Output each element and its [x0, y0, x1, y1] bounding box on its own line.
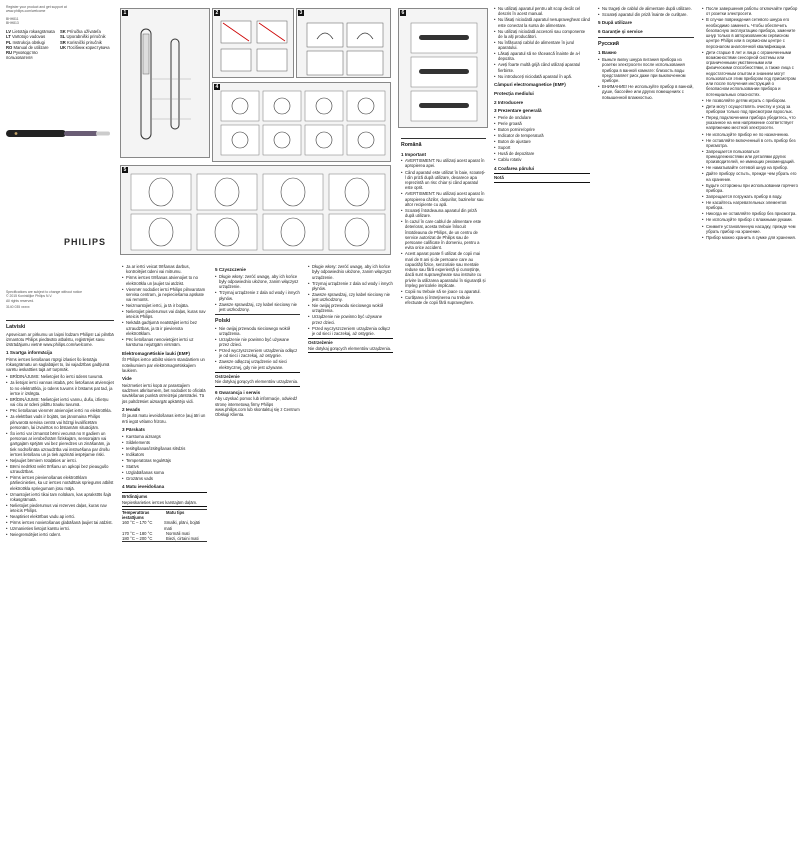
- section-heading: 6 Garanție și service: [598, 29, 643, 35]
- list-item: • Дайте прибору остыть, прежде чем убрать его на хранение.: [702, 171, 798, 182]
- list-item: • В случае повреждения сетевого шнура его необходимо заменить. Чтобы обеспечить безопасную эксплуатацию прибора, замените шнур только в авторизованном сервисном центре Philips или в сервисном центре с персоналом аналогичной квалификации.: [702, 17, 798, 49]
- figure-number: 5: [123, 167, 127, 173]
- warning-box: [308, 338, 393, 353]
- cover-column: [0, 0, 118, 851]
- section-heading: Câmpuri electromagnetice (EMF): [494, 82, 566, 88]
- rights: All rights reserved.: [6, 298, 35, 303]
- hair-curling-steps-drawing: [213, 83, 392, 163]
- list-item: • Прибор можно хранить в сумке для хранения.: [702, 235, 798, 240]
- list-item: • Grozāms vads: [122, 476, 207, 481]
- language-item: LV Lietotāja rokasgrāmata: [6, 29, 55, 34]
- list-item: • Ja ar ierīci veicat tīrīšanas darbus, kontrolējiet ūdeni vai mitrumu.: [122, 264, 207, 275]
- figure-number: 6: [401, 10, 405, 16]
- list-item: • Ieslēgšanas/izslēgšanas slēdzis: [122, 446, 207, 451]
- list-item: • Uzglabāšanas soma: [122, 470, 207, 475]
- spec-note: Specifications are subject to change without notice: [6, 290, 82, 294]
- section-heading: 6 Gwarancja i serwis: [215, 389, 261, 395]
- cover-footer: [6, 290, 114, 309]
- warning-title: Ostrzeżenie: [308, 340, 333, 346]
- list-item: • Długie włosy: zwróć uwagę, aby ich końce były odpowiednio ułożone, zanim włączysz urządzenie.: [308, 264, 393, 280]
- list-item: • AVERTISMENT: Nu utilizați acest aparat în apropierea apei.: [401, 158, 486, 169]
- styling-steps-drawing: [121, 166, 392, 256]
- safety-list: [598, 57, 694, 100]
- language-item: LT Vartotojo vadovas: [6, 34, 46, 40]
- list-item: • Perie groasă: [494, 121, 590, 126]
- table-row: 160 °C – 170 °C Smalki, plāni, bojāti mati: [122, 520, 201, 531]
- list-item: • Nu utilizați niciodată accesorii sau componente de la alți producători.: [494, 29, 590, 40]
- section-heading: 1 Important: [401, 151, 427, 157]
- list-item: • Не оставляйте включенный в сеть прибор без присмотра.: [702, 138, 798, 149]
- list-item: • Przed wyczyszczeniem urządzenia odłącz je od sieci i zaczekaj, aż ostygnie.: [215, 348, 300, 359]
- section-heading: 3 Prezentare generală: [494, 108, 542, 114]
- list-item: • În cazul în care cablul de alimentare este deteriorat, acesta trebuie înlocuit întotdeauna de Philips, de un centru de service autorizat de Philips sau de persoane calificate în domeniu, pentru a evita orice accident.: [401, 219, 486, 251]
- section-title: Latviski: [6, 324, 26, 330]
- figure-5: [120, 165, 391, 255]
- list-item: • Przed wyczyszczeniem urządzenia odłącz je od sieci i zaczekaj, aż ostygnie.: [308, 326, 393, 337]
- language-item: SR Korisnički priručnik: [60, 39, 102, 45]
- list-item: • После завершения работы отключайте прибор от розетки электросети.: [702, 6, 798, 17]
- list-item: • Urządzenie nie powinno być używane przez dzieci.: [308, 314, 393, 325]
- table-row: 180 °C – 200 °C Biezi, cirtaini mati: [122, 536, 199, 542]
- list-item: • Curățarea și întreținerea nu trebuie efectuate de copii fără supraveghere.: [401, 295, 486, 306]
- romanian-column-1: [397, 130, 490, 851]
- section-heading: 5 După utilizare: [598, 20, 632, 26]
- list-item: • Statīvs: [122, 464, 207, 469]
- column-3: [211, 258, 304, 851]
- list-item: • Ja elektības vads ir bojāts, tas jānomaina Philips pilnvarotā servisa centrā vai līdzīgi kvalificētām personām, lai izvairītos no bīstamām situācijām.: [6, 414, 114, 430]
- list-item: • Długie włosy: zwróć uwagę, aby ich końce były odpowiednio ułożone, zanim włączysz urządzenie.: [215, 274, 300, 290]
- romanian-column-3: [594, 0, 698, 851]
- figure-2: [212, 8, 294, 78]
- list-item: • Lăsați aparatul să se răcească înainte de a-l depozita.: [494, 51, 590, 62]
- brand-logo: PHILIPS: [64, 237, 107, 247]
- list-item: • Suport: [494, 145, 590, 150]
- section-heading: 1 Важно: [598, 50, 617, 56]
- intro-text: Apsveicam ar pirkumu un laipni lūdzam Philips! Lai pilnībā izmantotu Philips piedāvāto atbalstu, reģistrējiet savu izstrādājumu vietnē www.philips.com/welcome.: [6, 331, 114, 347]
- list-item: • Izmantojiet ierīci tikai tam nolūkam, kas aprakstīts šajā rokasgrāmatā.: [6, 492, 114, 503]
- list-item: • Не используйте прибор не по назначению.: [702, 132, 798, 137]
- list-item: • Uzmanieties lietojot karstu ierīci.: [6, 526, 114, 531]
- temperature-table: [122, 509, 207, 543]
- list-item: • Sildelements: [122, 440, 207, 445]
- list-item: • Neaptiniet elektrības vadu ap ierīci.: [6, 514, 114, 519]
- list-item: • Trzymaj urządzenie z dala od wody i innych płynów.: [308, 281, 393, 292]
- list-item: • Выньте вилку шнура питания прибора из розетки электросети после использования прибора в ванной комнате: близость воды представляет риск даже при выключенном приборе.: [598, 57, 694, 83]
- list-item: • Perie de ondulare: [494, 115, 590, 120]
- list-item: • Scoateți întotdeauna aparatul din priză după utilizare.: [401, 208, 486, 219]
- section-text: Neizmetiet ierīci kopā ar parastajiem sadzīves atkritumiem, bet nododiet to oficiālā savākšanas punktā otrreizējai pārstrādei. Tā jūs palīdzēsiet aizsargāt apkārtējo vidi.: [122, 382, 206, 404]
- list-item: • Bērni nedrīkst veikt tīrīšanu un apkopi bez pieaugušo uzraudzības.: [6, 464, 114, 475]
- list-item: • Nekādā gadījumā neatstājiet ierīci bez uzraudzības, ja tā ir pievienota elektrotīklam.: [122, 320, 207, 336]
- list-item: • Buton pornire/oprire: [494, 127, 590, 132]
- list-item: • Temperatūras regulētājs: [122, 458, 207, 463]
- warning-box: [215, 372, 300, 387]
- list-item: • Indicator de temperatură: [494, 133, 590, 138]
- safety-list: [122, 264, 207, 348]
- list-item: • Husă de depozitare: [494, 151, 590, 156]
- list-item: • Aveți foarte multă grijă când utilizați aparatul fierbinte.: [494, 62, 590, 73]
- register-url[interactable]: www.philips.com/welcome: [6, 9, 46, 14]
- figure-4: [212, 82, 391, 162]
- list-item: • Перед подключением прибора убедитесь, что указанное на нем напряжение соответствует напряжению местной электросети.: [702, 115, 798, 131]
- language-item: SL Uporabniški priročnik: [60, 34, 106, 40]
- warning-text: Nie dotykaj gorących elementów urządzenia.: [215, 379, 299, 385]
- setting-drawing: [297, 9, 392, 79]
- list-item: • Pirms ierīces novietošanas glabāšanā ļaujiet tai atdzist.: [6, 520, 114, 525]
- overview-list: [122, 434, 207, 482]
- list-item: • Будьте осторожны при использовании горячего прибора.: [702, 183, 798, 194]
- list-item: • Nu lăsați niciodată aparatul nesupravegheat când este conectat la sursa de alimentare.: [494, 17, 590, 28]
- doc-number: 3140 035 xxxxx: [6, 304, 30, 309]
- section-text: Šī jaunā matu ieveidošanas ierīce ļauj ātri un ērti iegūt vēlamo frizūru.: [122, 413, 206, 424]
- register-line: Register your product and get support at: [6, 5, 67, 9]
- list-item: • Neizmantojiet ierīci, ja tā ir bojāta.: [122, 303, 207, 308]
- model-number: BHH811: [6, 16, 19, 21]
- overview-list: [494, 115, 590, 163]
- list-item: • Pirms ierīces pievienošanas elektrotīklam pārliecinieties, ka uz ierīces norādītais spriegums atbilst elektrotīkla spriegumam jūsu mājā.: [6, 475, 114, 491]
- figure-6: [398, 8, 488, 128]
- section-title: Română: [401, 142, 422, 148]
- list-item: • Nie owijaj przewodu sieciowego wokół urządzenia.: [308, 303, 393, 314]
- warning-text: Nepieskarieties ierīces karstajām daļām.: [122, 499, 198, 505]
- list-item: • Zawsze sprawdzaj, czy kabel sieciowy nie jest uszkodzony.: [308, 292, 393, 303]
- list-item: • BRĪDINĀJUMS: Nelietojiet ierīci vannu, dušu, izlietņu vai citu ar ūdeni pildītu trauku tuvumā.: [6, 397, 114, 408]
- safety-list: [401, 158, 486, 305]
- list-item: • Buton de ajustare: [494, 139, 590, 144]
- list-item: • Trzymaj urządzenie z dala od wody i innych płynów.: [215, 290, 300, 301]
- list-item: • Ja lietojat ierīci vannas istabā, pēc lietošanas atvienojiet to no elektrotīkla, jo ūdens tuvums ir bīstams pat tad, ja ierīce ir izslēgta.: [6, 380, 114, 396]
- language-item: PL Instrukcja obsługi: [6, 39, 45, 45]
- list-item: • Vienmēr nododiet ierīci Philips pilnvarotam servisa centram, ja nepieciešama apskate vai remonts.: [122, 287, 207, 303]
- text-list: [598, 6, 694, 17]
- list-item: • Scoateți aparatul din priză înainte de curățare.: [598, 12, 694, 17]
- text-list: [215, 274, 300, 312]
- list-item: • Nu introduceți niciodată aparatul în apă.: [494, 74, 590, 79]
- romanian-column-2: [490, 0, 594, 851]
- list-item: • Nelietojiet piederumus vai rezerves daļas, kuras nav ieteicis Philips.: [6, 503, 114, 514]
- figure-1: [120, 8, 210, 158]
- figure-number: 4: [215, 84, 219, 90]
- section-title: Polski: [215, 318, 231, 325]
- safety-list: [494, 6, 590, 79]
- warning-title: Brīdinājums: [122, 494, 148, 500]
- hair-styler-illustration: [4, 118, 114, 148]
- list-item: • Zawsze sprawdzaj, czy kabel sieciowy nie jest uszkodzony.: [215, 302, 300, 313]
- table-row: 170 °C – 180 °C Normāli mati: [122, 530, 190, 536]
- list-item: • Дети могут осуществлять очистку и уход за прибором только под присмотром взрослых.: [702, 104, 798, 115]
- list-item: • BRĪDINĀJUMS: Nelietojiet šo ierīci ūdens tuvumā.: [6, 374, 114, 379]
- product-overview-drawing: [121, 9, 211, 159]
- section-heading: Vide: [122, 376, 132, 382]
- language-item: UK Посібник користувача: [60, 44, 110, 50]
- latvian-column-2: [118, 258, 211, 851]
- list-item: • Запрещается погружать прибор в воду.: [702, 194, 798, 199]
- figure-3: [296, 8, 391, 78]
- list-item: • Запрещается пользоваться принадлежностями или деталями других производителей, не имеющих рекомендаций.: [702, 149, 798, 165]
- list-item: • Zawsze odłączaj urządzenie od sieci elektrycznej, gdy nie jest używane.: [215, 359, 300, 370]
- section-heading: 4 Coafarea părului: [494, 165, 535, 171]
- section-heading: Elektromagnētiskie lauki (EMF): [122, 350, 190, 356]
- list-item: • Karstuma aizsargs: [122, 434, 207, 439]
- warning-title: Ostrzeżenie: [215, 373, 240, 379]
- figure-number: 1: [123, 10, 127, 16]
- list-item: • Nie owijaj przewodu sieciowego wokół urządzenia.: [215, 326, 300, 337]
- warning-text: Nie dotykaj gorących elementów urządzenia.: [308, 345, 392, 351]
- russian-column: [698, 0, 802, 851]
- section-heading: 4 Matu ieveidošana: [122, 484, 165, 490]
- storage-drawing: [399, 9, 489, 129]
- do-not-symbol-drawing: [213, 9, 295, 79]
- section-heading: 5 Czyszczenie: [215, 267, 246, 272]
- language-list: [6, 29, 114, 61]
- copyright: © 2015 Koninklijke Philips N.V.: [6, 294, 53, 299]
- language-item: SK Príručka užívateľa: [60, 29, 101, 34]
- cover-header: [6, 5, 114, 61]
- list-item: • Urządzenie nie powinno być używane przez dzieci.: [215, 337, 300, 348]
- section-text: Aby uzyskać pomoc lub informacje, odwiedź stronę internetową firmy Philips www.philips.com lub skontaktuj się z Centrum Obsługi Klienta.: [215, 396, 300, 418]
- list-item: • Neļaujiet bērniem rotaļāties ar ierīci.: [6, 458, 114, 463]
- safety-list: [6, 374, 114, 537]
- section-title: Русский: [598, 40, 619, 47]
- list-item: • Pirms ierīces tīrīšanas atvienojiet to no elektrotīkla un ļaujiet tai atdzist.: [122, 275, 207, 286]
- section-heading: 3 Pārskats: [122, 426, 145, 432]
- figure-number: 2: [215, 10, 219, 16]
- latvian-section: [6, 318, 114, 539]
- list-item: • Nu utilizați aparatul pentru alt scop decât cel descris în acest manual.: [494, 6, 590, 17]
- list-item: • Не наматывайте сетевой шнур на прибор.: [702, 165, 798, 170]
- list-item: • Nu trageți de cablul de alimentare după utilizare.: [598, 6, 694, 11]
- list-item: • Снимите установленную насадку, прежде чем убрать прибор на хранение.: [702, 224, 798, 235]
- text-list: [215, 326, 300, 370]
- safety-list: [702, 6, 798, 240]
- language-item: RU Руководство пользователя: [6, 50, 38, 61]
- list-item: • Pēc lietošanas vienmēr atvienojiet ierīci no elektrotīkla.: [6, 408, 114, 413]
- text-list: [308, 264, 393, 336]
- column-4: [304, 258, 397, 851]
- list-item: • Nu înfășurați cablul de alimentare în jurul aparatului.: [494, 40, 590, 51]
- list-item: • Acest aparat poate fi utilizat de copii mai mari de 8 ani și de persoane care au capacități fizice, senzoriale sau mentale reduse sau fără experiență și cunoștințe, dacă sunt supravegheate sau instruite cu privire la utilizarea aparatului în siguranță și înțeleg pericolele implicate.: [401, 251, 486, 288]
- language-item: RO Manual de utilizare: [6, 44, 49, 50]
- list-item: • Indikators: [122, 452, 207, 457]
- section-heading: Protecția mediului: [494, 90, 534, 96]
- section-heading: 1 Svarīga informācija: [6, 350, 53, 356]
- section-heading: 2 Introducere: [494, 99, 524, 105]
- note-box: [494, 173, 590, 183]
- list-item: • Neiegremdējiet ierīci ūdenī.: [6, 532, 114, 537]
- list-item: • ВНИМАНИЕ! Не используйте прибор в ванной, душе, бассейне или других помещениях с повышенной влажностью.: [598, 84, 694, 100]
- list-item: • AVERTISMENT: Nu utilizați acest aparat în apropierea căzilor, dușurilor, bazinelor sau altor recipiente cu apă.: [401, 191, 486, 207]
- list-item: • Nelietojiet piederumus vai daļas, kuras nav ieteicis Philips.: [122, 309, 207, 320]
- warning-box: [122, 492, 207, 507]
- figure-number: 3: [299, 10, 303, 16]
- table-header: Temperatūras iestatījums Matu tips: [122, 509, 185, 521]
- list-item: • Cablu rotativ: [494, 157, 590, 162]
- list-item: • Šo ierīci var izmantot bērni vecumā no 8 gadiem un personas ar ierobežotām fiziskajām, sensorajām vai garīgajām spējām vai bez pieredzes un zināšanām, ja tiek nodrošināta uzraudzība vai instruēšana par drošu ierīces lietošanu un ja tiek apzināti iespējamie riski.: [6, 431, 114, 457]
- list-item: • Дети старше 8 лет и лица с ограниченными возможностями сенсорной системы или ограниченными умственными или физическими способностями, а также лица с недостаточным опытом и знанием могут пользоваться этим прибором под присмотром или после получения инструкций о безопасном использовании прибора и потенциальных опасностях.: [702, 50, 798, 97]
- list-item: • Pēc lietošanas nenovietojiet ierīci uz karstuma nejutīgām virsmām.: [122, 337, 207, 348]
- list-item: • Când aparatul este utilizat în baie, scoateți-l din priză după utilizare, deoarece apa reprezintă un risc chiar și când aparatul este oprit.: [401, 170, 486, 191]
- list-item: • Copiii nu trebuie să se joace cu aparatul.: [401, 289, 486, 294]
- model-number: BHH813: [6, 20, 19, 25]
- section-heading: 2 Ievads: [122, 406, 141, 412]
- list-item: • Никогда не оставляйте прибор без присмотра.: [702, 211, 798, 216]
- note-title: Notă: [494, 175, 504, 181]
- list-item: • Не используйте прибор с влажными руками.: [702, 217, 798, 222]
- section-text: Pirms ierīces lietošanas rūpīgi izlasiet šo lietotāja rokasgrāmatu un saglabājiet to, lai vajadzības gadījumā varētu ieskatīties tajā arī turpmāk.: [6, 356, 110, 373]
- list-item: • Не касайтесь нагревательных элементов прибора.: [702, 200, 798, 211]
- section-text: Šī Philips ierīce atbilst visiem standartiem un noteikumiem par elektromagnētiskajiem laukiem.: [122, 357, 205, 373]
- list-item: • Не позволяйте детям играть с прибором.: [702, 98, 798, 103]
